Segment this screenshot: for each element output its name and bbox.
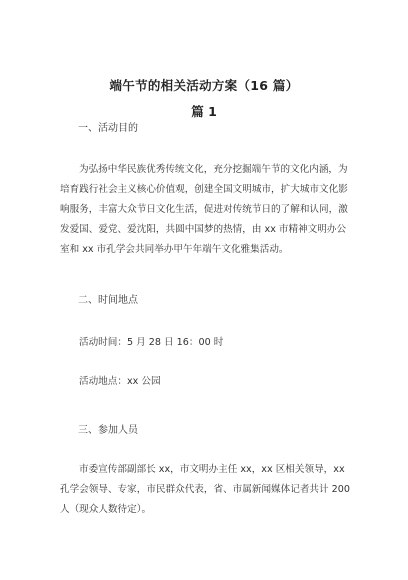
section-heading-participants: 三、参加人员 [78, 425, 138, 436]
section-heading-time-place: 二、时间地点 [78, 295, 138, 306]
section-heading-purpose: 一、活动目的 [78, 123, 138, 134]
document-subtitle: 篇 1 [191, 104, 217, 119]
section-paragraph-purpose: 为弘扬中华民族优秀传统文化，充分挖掘端午节的文化内涵，为培育践行社会主义核心价值观，创建全国文明城市，扩大城市文化影响服务，丰富大众节日文化生活，促进对传统节日的了解和认同，激发爱国、爱党、爱沈阳，共圆中国梦的热情，由 xx 市精神文明办公室和 xx 市孔学会共同举办甲午年端午文化雅集活动。 [60, 164, 348, 255]
section-paragraph-participants: 市委宣传部副部长 xx，市文明办主任 xx，xx 区相关领导，xx 孔学会领导、专家，市民群众代表，省、市属新闻媒体记者共计 200 人（现众人数待定）。 [60, 464, 350, 515]
document-title: 端午节的相关活动方案（16 篇） [109, 78, 299, 93]
event-place: 活动地点：xx 公园 [79, 376, 161, 387]
event-time: 活动时间：5 月 28 日 16：00 时 [79, 337, 224, 348]
